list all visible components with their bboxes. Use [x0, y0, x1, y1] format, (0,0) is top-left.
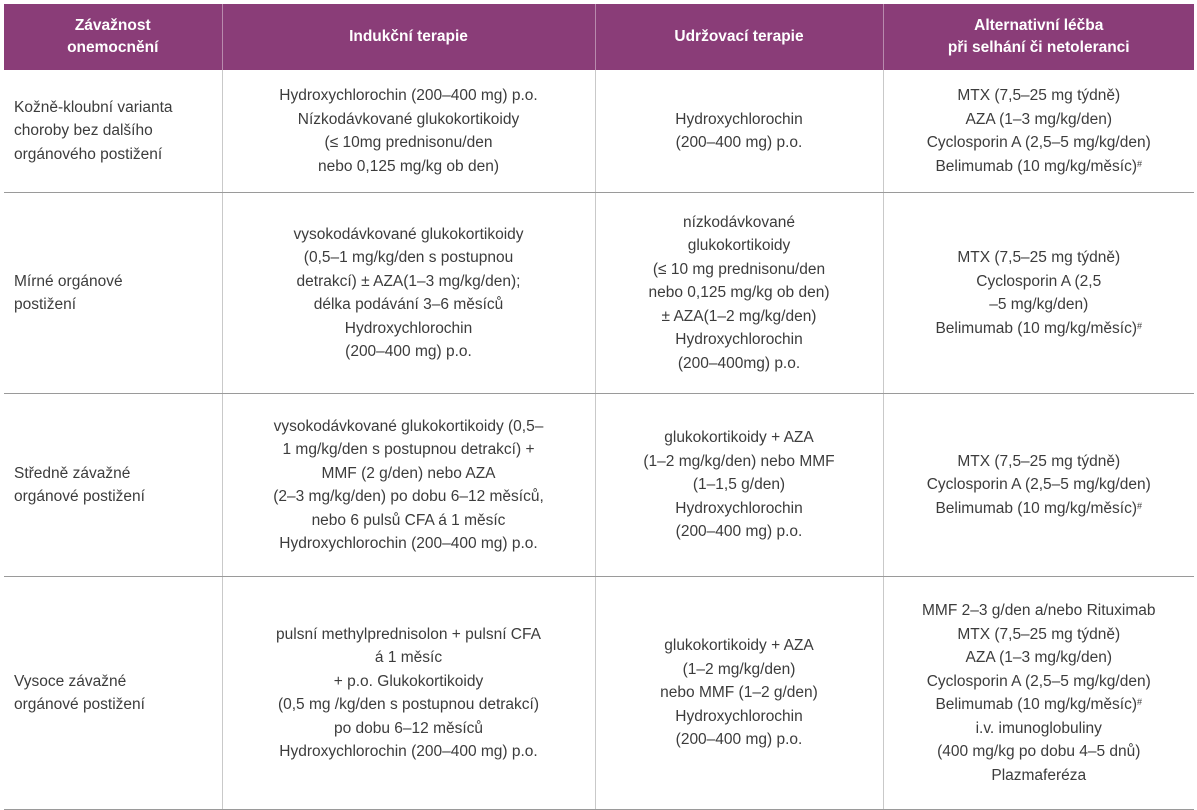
- severity-cell: [4, 193, 222, 394]
- maintenance-text: (200–400mg) p.o.: [677, 354, 801, 372]
- alternative-text: Cyclosporin A (2,5–5 mg/kg/den): [926, 672, 1151, 690]
- alternative-line: [890, 155, 1189, 179]
- induction-text: Hydroxychlorochin (200–400 mg) p.o.: [279, 743, 538, 760]
- maintenance-text: glukokortikoidy + AZA: [664, 637, 814, 655]
- maintenance-line: [602, 728, 877, 752]
- maintenance-cell: [595, 577, 883, 810]
- alternative-line: [890, 246, 1189, 270]
- induction-line: [229, 509, 589, 533]
- maintenance-line: [602, 131, 877, 155]
- maintenance-line: [602, 426, 877, 450]
- header-maintenance: [595, 4, 883, 70]
- maintenance-text: nebo MMF (1–2 g/den): [660, 684, 818, 702]
- severity-text: Mírné orgánové: [14, 272, 123, 290]
- header-severity: [4, 4, 222, 70]
- header-induction-line: Indukční terapie: [349, 28, 468, 45]
- induction-line: [229, 293, 589, 317]
- maintenance-line: [602, 305, 877, 329]
- header-severity-line: onemocnění: [67, 39, 159, 56]
- induction-text: vysokodávkované glukokortikoidy: [293, 225, 524, 243]
- maintenance-text: (200–400 mg) p.o.: [675, 523, 803, 541]
- footnote-mark: #: [1137, 697, 1143, 707]
- severity-line: [14, 119, 216, 143]
- header-alternative: [883, 4, 1194, 70]
- induction-line: [229, 84, 589, 108]
- alternative-line: [890, 740, 1189, 764]
- alternative-cell: [883, 577, 1194, 810]
- maintenance-text: (≤ 10 mg prednisonu/den: [652, 260, 826, 278]
- induction-line: [229, 485, 589, 509]
- alternative-line: [890, 131, 1189, 155]
- induction-line: [229, 717, 589, 741]
- severity-text: Středně závažné: [14, 464, 131, 482]
- table-body: [4, 70, 1194, 810]
- alternative-line: [890, 317, 1189, 341]
- induction-text: Hydroxychlorochin (200–400 mg) p.o.: [279, 87, 538, 104]
- severity-line: [14, 462, 216, 486]
- induction-line: [229, 670, 589, 694]
- alternative-cell: [883, 394, 1194, 577]
- footnote-mark: #: [1137, 320, 1143, 331]
- maintenance-line: [602, 658, 877, 682]
- alternative-text: Belimumab (10 mg/kg/měsíc): [935, 499, 1138, 517]
- induction-line: [229, 155, 589, 179]
- maintenance-text: Hydroxychlorochin: [675, 707, 803, 725]
- footnote-mark: #: [1137, 158, 1143, 169]
- induction-text: á 1 měsíc: [374, 649, 443, 666]
- alternative-line: [890, 693, 1189, 717]
- severity-text: orgánového postižení: [14, 145, 163, 163]
- alternative-line: [890, 473, 1189, 497]
- severity-text: orgánové postižení: [14, 488, 145, 505]
- severity-cell: [4, 577, 222, 810]
- maintenance-line: [602, 705, 877, 729]
- alternative-text: MTX (7,5–25 mg týdně): [957, 87, 1121, 104]
- maintenance-cell: [595, 394, 883, 577]
- induction-text: Nízkodávkované glukokortikoidy: [297, 110, 520, 128]
- induction-text: nebo 6 pulsů CFA á 1 měsíc: [311, 511, 506, 529]
- induction-text: + p.o. Glukokortikoidy: [333, 672, 484, 690]
- alternative-line: [890, 599, 1189, 623]
- alternative-text: Cyclosporin A (2,5–5 mg/kg/den): [926, 134, 1151, 151]
- header-severity-line: Závažnost: [74, 17, 151, 34]
- severity-cell: [4, 394, 222, 577]
- alternative-text: Belimumab (10 mg/kg/měsíc): [935, 696, 1138, 713]
- induction-text: vysokodávkované glukokortikoidy (0,5–: [273, 417, 544, 435]
- maintenance-line: [602, 520, 877, 544]
- header-alternative-line: Alternativní léčba: [974, 17, 1104, 34]
- maintenance-text: (200–400 mg) p.o.: [675, 731, 803, 749]
- header-induction: [222, 4, 595, 70]
- severity-line: [14, 670, 216, 694]
- maintenance-text: (1–2 mg/kg/den): [682, 660, 796, 678]
- alternative-text: MTX (7,5–25 mg týdně): [957, 452, 1121, 470]
- induction-line: [229, 532, 589, 556]
- table-row: [4, 70, 1194, 193]
- alternative-text: (400 mg/kg po dobu 4–5 dnů): [937, 743, 1141, 760]
- header-maintenance-line: Udržovací terapie: [674, 28, 804, 45]
- table-row: [4, 193, 1194, 394]
- induction-line: [229, 131, 589, 155]
- alternative-text: i.v. imunoglobuliny: [975, 719, 1102, 737]
- alternative-line: [890, 764, 1189, 788]
- alternative-text: AZA (1–3 mg/kg/den): [965, 649, 1112, 666]
- induction-text: (2–3 mg/kg/den) po dobu 6–12 měsíců,: [273, 488, 544, 505]
- maintenance-line: [602, 634, 877, 658]
- alternative-line: [890, 717, 1189, 741]
- alternative-line: [890, 497, 1189, 521]
- alternative-text: Cyclosporin A (2,5–5 mg/kg/den): [926, 476, 1151, 494]
- maintenance-cell: [595, 70, 883, 193]
- alternative-text: MTX (7,5–25 mg týdně): [957, 249, 1121, 266]
- alternative-text: AZA (1–3 mg/kg/den): [965, 110, 1112, 128]
- alternative-text: –5 mg/kg/den): [989, 296, 1089, 313]
- severity-line: [14, 96, 216, 120]
- table-header: [4, 4, 1194, 70]
- induction-text: (≤ 10mg prednisonu/den: [324, 134, 493, 151]
- severity-text: postižení: [14, 296, 77, 313]
- induction-line: [229, 740, 589, 764]
- maintenance-line: [602, 352, 877, 376]
- induction-text: (0,5–1 mg/kg/den s postupnou: [303, 249, 514, 266]
- alternative-line: [890, 623, 1189, 647]
- severity-cell: [4, 70, 222, 193]
- maintenance-line: [602, 258, 877, 282]
- maintenance-text: Hydroxychlorochin: [675, 331, 803, 349]
- induction-text: Hydroxychlorochin: [344, 319, 473, 337]
- induction-text: délka podávání 3–6 měsíců: [313, 296, 504, 313]
- severity-text: choroby bez dalšího: [14, 122, 153, 140]
- severity-text: Vysoce závažné: [14, 672, 127, 690]
- induction-text: (0,5 mg /kg/den s postupnou detrakcí): [277, 696, 540, 713]
- alternative-text: Cyclosporin A (2,5: [976, 272, 1102, 290]
- severity-text: Kožně-kloubní varianta: [14, 98, 173, 116]
- maintenance-line: [602, 681, 877, 705]
- maintenance-text: glukokortikoidy: [687, 237, 791, 255]
- maintenance-text: (200–400 mg) p.o.: [675, 134, 803, 151]
- induction-line: [229, 270, 589, 294]
- induction-line: [229, 340, 589, 364]
- induction-cell: [222, 193, 595, 394]
- induction-line: [229, 438, 589, 462]
- severity-line: [14, 485, 216, 509]
- alternative-text: MTX (7,5–25 mg týdně): [957, 625, 1121, 643]
- alternative-text: MMF 2–3 g/den a/nebo Rituximab: [922, 602, 1156, 619]
- maintenance-line: [602, 211, 877, 235]
- header-row: [4, 4, 1194, 70]
- induction-text: nebo 0,125 mg/kg ob den): [318, 157, 499, 175]
- severity-line: [14, 693, 216, 717]
- alternative-text: Belimumab (10 mg/kg/měsíc): [935, 319, 1138, 337]
- table-row: [4, 394, 1194, 577]
- maintenance-line: [602, 473, 877, 497]
- footnote-mark: #: [1137, 500, 1143, 511]
- induction-line: [229, 462, 589, 486]
- induction-text: pulsní methylprednisolon + pulsní CFA: [276, 625, 541, 643]
- severity-line: [14, 270, 216, 294]
- induction-line: [229, 415, 589, 439]
- alternative-line: [890, 108, 1189, 132]
- induction-text: Hydroxychlorochin (200–400 mg) p.o.: [279, 535, 538, 552]
- induction-line: [229, 693, 589, 717]
- maintenance-text: (1–1,5 g/den): [692, 476, 786, 494]
- induction-cell: [222, 394, 595, 577]
- maintenance-line: [602, 497, 877, 521]
- maintenance-line: [602, 234, 877, 258]
- treatment-table: [4, 4, 1194, 810]
- alternative-line: [890, 646, 1189, 670]
- maintenance-text: Hydroxychlorochin: [675, 110, 803, 128]
- alternative-line: [890, 670, 1189, 694]
- header-alternative-line: při selhání či netoleranci: [947, 39, 1130, 56]
- severity-line: [14, 143, 216, 167]
- treatment-table-container: [4, 4, 1194, 810]
- maintenance-cell: [595, 193, 883, 394]
- alternative-line: [890, 293, 1189, 317]
- maintenance-line: [602, 328, 877, 352]
- alternative-cell: [883, 193, 1194, 394]
- severity-text: orgánové postižení: [14, 696, 145, 713]
- alternative-line: [890, 84, 1189, 108]
- severity-line: [14, 293, 216, 317]
- table-row: [4, 577, 1194, 810]
- induction-line: [229, 246, 589, 270]
- alternative-text: Plazmaferéza: [991, 766, 1087, 784]
- maintenance-text: nebo 0,125 mg/kg ob den): [648, 284, 830, 302]
- maintenance-line: [602, 108, 877, 132]
- induction-text: MMF (2 g/den) nebo AZA: [321, 464, 496, 482]
- alternative-text: Belimumab (10 mg/kg/měsíc): [935, 157, 1138, 175]
- induction-cell: [222, 70, 595, 193]
- maintenance-line: [602, 281, 877, 305]
- induction-text: 1 mg/kg/den s postupnou detrakcí) +: [282, 441, 535, 458]
- alternative-line: [890, 450, 1189, 474]
- induction-line: [229, 646, 589, 670]
- induction-line: [229, 223, 589, 247]
- induction-text: (200–400 mg) p.o.: [345, 343, 472, 360]
- induction-text: po dobu 6–12 měsíců: [333, 719, 484, 737]
- alternative-line: [890, 270, 1189, 294]
- maintenance-text: Hydroxychlorochin: [675, 499, 803, 517]
- induction-text: detrakcí) ± AZA(1–3 mg/kg/den);: [296, 272, 521, 290]
- induction-line: [229, 317, 589, 341]
- maintenance-text: glukokortikoidy + AZA: [664, 429, 814, 447]
- induction-cell: [222, 577, 595, 810]
- maintenance-text: ± AZA(1–2 mg/kg/den): [661, 307, 817, 325]
- alternative-cell: [883, 70, 1194, 193]
- maintenance-line: [602, 450, 877, 474]
- induction-line: [229, 623, 589, 647]
- maintenance-text: nízkodávkované: [682, 213, 796, 231]
- maintenance-text: (1–2 mg/kg/den) nebo MMF: [643, 452, 835, 470]
- induction-line: [229, 108, 589, 132]
